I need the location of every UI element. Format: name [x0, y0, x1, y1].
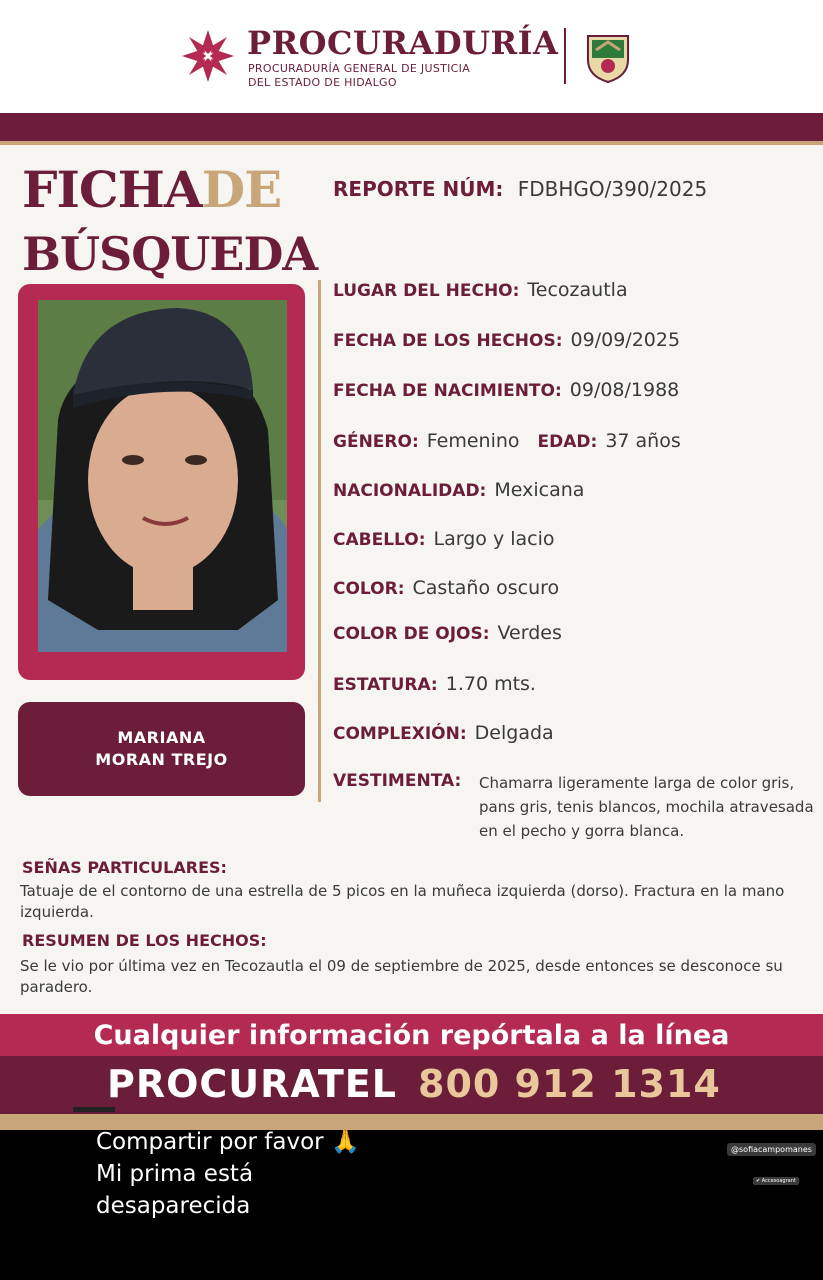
field-label: NACIONALIDAD:	[333, 481, 487, 501]
account-mention-tag[interactable]: ✔ Accesoagrant	[753, 1177, 799, 1185]
field-value: 09/09/2025	[570, 329, 681, 351]
senas-title: SEÑAS PARTICULARES:	[22, 858, 227, 877]
brand-subtitle-line: PROCURADURÍA GENERAL DE JUSTICIA	[248, 62, 471, 75]
title-ficha: FICHA	[22, 160, 202, 219]
field-value: Castaño oscuro	[412, 577, 560, 599]
field-vestimenta-value: Chamarra ligeramente larga de color gris, pans gris, tenis blancos, mochila atravesada en el pecho y gorra blanca.	[479, 774, 814, 840]
header	[0, 0, 823, 113]
field-label: ESTATURA:	[333, 675, 438, 695]
field-label: COLOR:	[333, 579, 405, 599]
resumen-title: RESUMEN DE LOS HECHOS:	[22, 931, 267, 950]
field-nacionalidad	[333, 479, 584, 501]
procuraduria-logo-icon	[178, 26, 238, 86]
caption-line: Mi prima está	[96, 1161, 254, 1187]
mention-tag[interactable]	[73, 1107, 115, 1112]
field-label: FECHA DE LOS HECHOS:	[333, 331, 563, 351]
field-cabello	[333, 528, 555, 550]
poster-title	[22, 160, 318, 281]
story-caption	[96, 1126, 360, 1222]
person-first-name: MARIANA	[117, 728, 206, 747]
field-fecha-hechos	[333, 329, 680, 351]
field-label: LUGAR DEL HECHO:	[333, 281, 520, 301]
top-band	[0, 113, 823, 141]
senas-text: Tatuaje de el contorno de una estrella de 5 picos en la muñeca izquierda (dorso). Fractura en la mano izquierda.	[20, 882, 785, 921]
title-de: DE	[201, 160, 282, 219]
field-value: 37 años	[605, 430, 681, 452]
brand-subtitle-line: DEL ESTADO DE HIDALGO	[248, 76, 397, 89]
title-busqueda: BÚSQUEDA	[22, 227, 318, 281]
report-label: REPORTE NÚM:	[333, 177, 504, 201]
field-label: GÉNERO:	[333, 432, 419, 452]
field-fecha-nacimiento	[333, 379, 679, 401]
field-lugar	[333, 279, 628, 301]
cta-band	[0, 1014, 823, 1056]
hidalgo-seal-icon	[582, 28, 634, 88]
field-value: Verdes	[497, 622, 562, 644]
caption-line: desaparecida	[96, 1193, 251, 1219]
field-estatura	[333, 673, 536, 695]
cta-text: Cualquier información repórtala a la línea	[93, 1019, 730, 1051]
field-label: COLOR DE OJOS:	[333, 624, 490, 644]
field-value: Mexicana	[494, 479, 585, 501]
field-label: EDAD:	[537, 432, 598, 452]
procuratel-label: PROCURATEL	[107, 1062, 397, 1106]
field-value: Tecozautla	[527, 279, 628, 301]
field-label: CABELLO:	[333, 530, 426, 550]
field-genero-edad	[333, 430, 681, 452]
person-last-name: MORAN TREJO	[95, 750, 228, 769]
report-number	[333, 177, 707, 201]
resumen-text: Se le vio por última vez en Tecozautla el 09 de septiembre de 2025, desde entonces se desconoce su paradero.	[20, 957, 783, 996]
person-name-box	[18, 702, 305, 796]
field-value: Femenino	[426, 430, 520, 452]
field-value: 09/08/1988	[569, 379, 680, 401]
field-label: FECHA DE NACIMIENTO:	[333, 381, 562, 401]
person-photo	[38, 300, 287, 652]
field-color	[333, 577, 559, 599]
brand-subtitle	[248, 62, 470, 90]
vertical-divider	[318, 280, 321, 802]
field-color-ojos	[333, 622, 562, 644]
field-value: Delgada	[474, 722, 554, 744]
field-complexion	[333, 722, 554, 744]
top-band-accent	[0, 141, 823, 145]
brand-title: PROCURADURÍA	[247, 24, 559, 62]
field-label: VESTIMENTA:	[333, 771, 462, 791]
field-label: COMPLEXIÓN:	[333, 724, 467, 744]
report-value: FDBHGO/390/2025	[517, 177, 708, 201]
phone-number[interactable]: 800 912 1314	[418, 1062, 721, 1106]
field-value: 1.70 mts.	[445, 673, 536, 695]
caption-line: Compartir por favor 🙏	[96, 1129, 360, 1155]
user-mention-tag[interactable]: @sofiacampomanes	[727, 1143, 816, 1156]
field-value: Largo y lacio	[433, 528, 555, 550]
field-vestimenta-label	[333, 771, 461, 791]
divider	[564, 28, 566, 84]
